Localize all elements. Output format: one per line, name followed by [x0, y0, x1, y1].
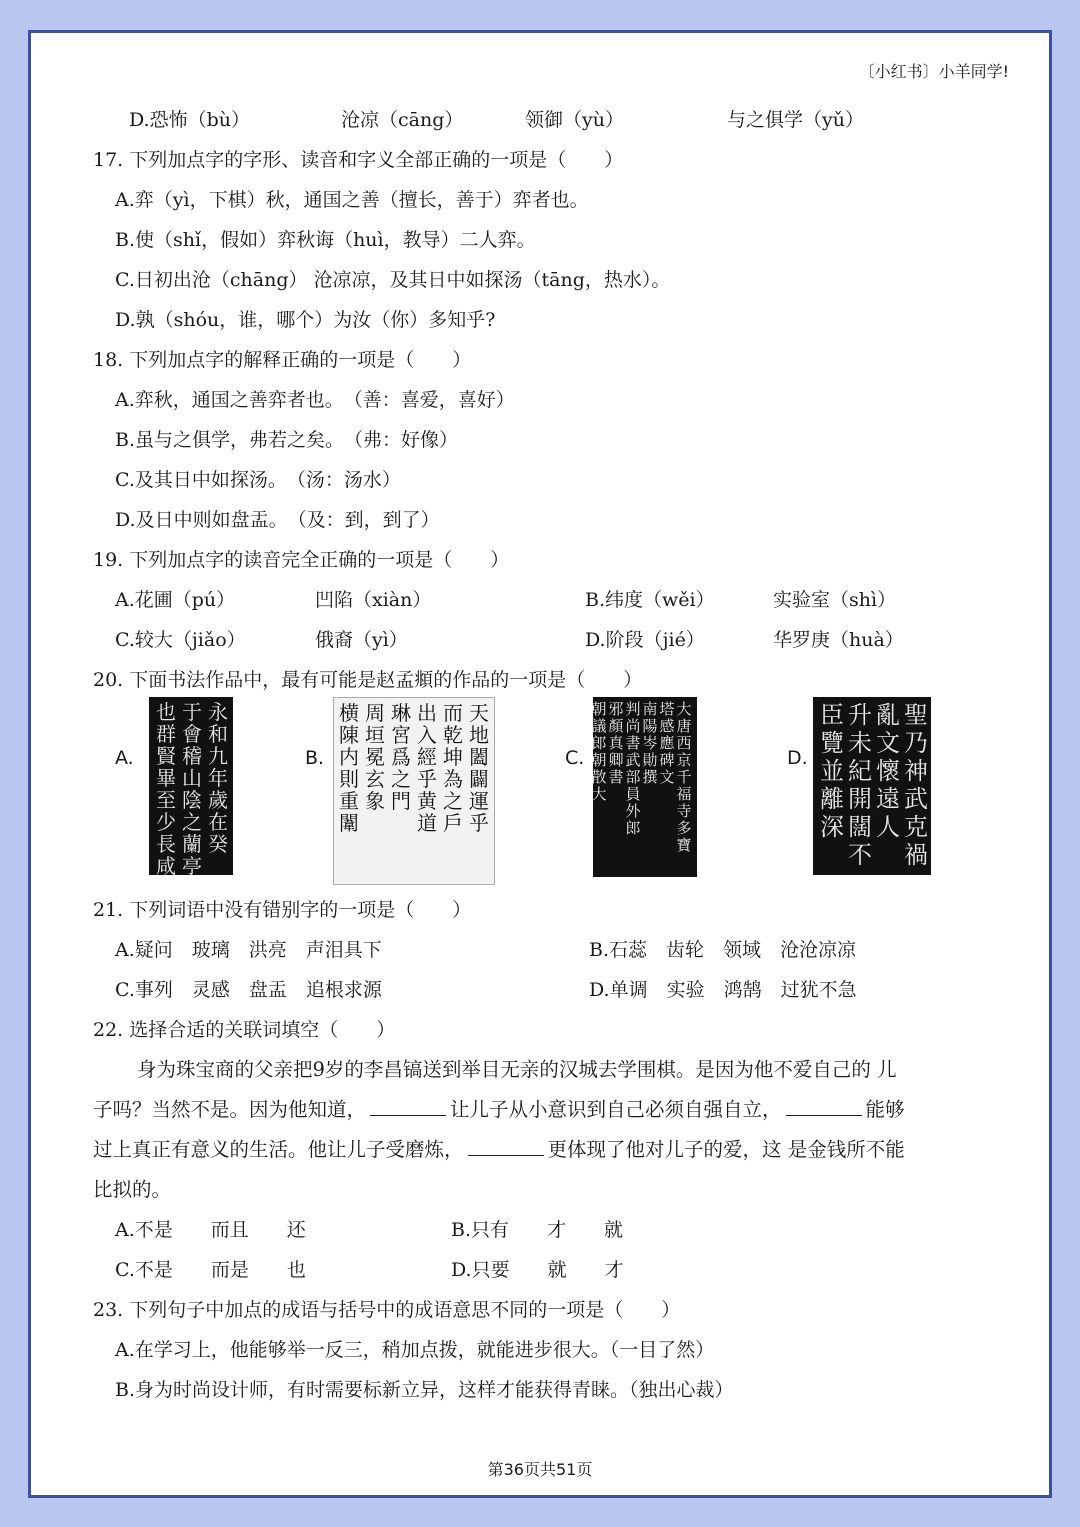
question-22: 22. 选择合适的关联词填空（ ）	[93, 1019, 396, 1041]
q22-passage-line-2: 子吗？当然不是。因为他知道， 让儿子从小意识到自己必须自强自立， 能够	[93, 1098, 905, 1121]
question-18: 18. 下列加点字的解释正确的一项是（ ）	[93, 349, 472, 371]
document-page	[28, 30, 1052, 1498]
q19-option-c-2: 俄裔（yì）	[315, 629, 408, 651]
q19-option-b-2: 实验室（shì）	[773, 589, 897, 611]
q16-option-d-2: 沧凉（cāng）	[341, 109, 464, 131]
q22-passage-line-4: 比拟的。	[93, 1178, 172, 1201]
blank-3	[468, 1137, 544, 1156]
q20-label-a: A.	[115, 747, 134, 769]
q19-option-b-1: B.纬度（wěi）	[585, 589, 715, 611]
q19-option-c-1: C.较大（jiǎo）	[115, 629, 246, 651]
question-19: 19. 下列加点字的读音完全正确的一项是（ ）	[93, 549, 510, 571]
calligraphy-image-b: 天地闔闢運乎 而乾坤為之戶 出入經乎黄道 琳宮爲之門 周垣冕玄象 横陳内則重闈	[333, 697, 495, 885]
q16-option-d-1: D.恐怖（bù）	[129, 109, 250, 131]
q22-passage-line-3: 过上真正有意义的生活。他让儿子受磨炼， 更体现了他对儿子的爱，这 是金钱所不能	[93, 1138, 905, 1161]
calligraphy-image-c: 大唐西京千福寺多寶 塔感應碑文 南陽岑勛撰 判尚書武部員外郎 邪顏真卿書 朝議郎朝散大	[593, 697, 697, 877]
q17-option-c: C.日初出沧（chāng） 沧凉凉，及其日中如探汤（tāng，热水）。	[115, 269, 671, 291]
q17-option-d: D.孰（shóu，谁，哪个）为汝（你）多知乎?	[115, 309, 496, 331]
q19-option-a-1: A.花圃（pú）	[115, 589, 236, 611]
q19-option-d-2: 华罗庚（huà）	[773, 629, 904, 651]
q23-option-a: A.在学习上，他能够举一反三，稍加点拨，就能进步很大。（一目了然）	[115, 1339, 715, 1361]
q17-option-b: B.使（shǐ，假如）弈秋诲（huì，教导）二人弈。	[115, 229, 536, 251]
q17-option-a: A.弈（yì，下棋）秋，通国之善（擅长，善于）弈者也。	[115, 189, 589, 211]
q22-option-d: D.只要 就 才	[451, 1259, 624, 1281]
blank-1	[370, 1097, 446, 1116]
q21-option-c: C.事列 灵感 盘盂 追根求源	[115, 979, 382, 1001]
question-23: 23. 下列句子中加点的成语与括号中的成语意思不同的一项是（ ）	[93, 1299, 681, 1321]
q20-label-c: C.	[565, 747, 585, 769]
q18-option-b: B.虽与之俱学，弗若之矣。 （弗：好像）	[115, 429, 459, 451]
calligraphy-image-a: 永和九年歲在癸 于會稽山陰之蘭亭 也群賢畢至少長咸	[149, 697, 233, 875]
q22-option-a: A.不是 而且 还	[115, 1219, 306, 1241]
q19-option-a-2: 凹陷（xiàn）	[315, 589, 432, 611]
q20-label-d: D.	[787, 747, 808, 769]
q21-option-d: D.单调 实验 鸿鹄 过犹不急	[589, 979, 857, 1001]
q21-option-a: A.疑问 玻璃 洪亮 声泪具下	[115, 939, 382, 961]
question-21: 21. 下列词语中没有错别字的一项是（ ）	[93, 899, 472, 921]
q21-option-b: B.石蕊 齿轮 领域 沧沧凉凉	[589, 939, 857, 961]
q18-option-a: A.弈秋，通国之善弈者也。 （善：喜爱，喜好）	[115, 389, 515, 411]
q20-label-b: B.	[305, 747, 325, 769]
blank-2	[786, 1097, 862, 1116]
q22-passage-line-1: 身为珠宝商的父亲把9岁的李昌镐送到举目无亲的汉城去学围棋。是因为他不爱自己的 儿	[137, 1058, 897, 1081]
q16-option-d-3: 领御（yù）	[525, 109, 624, 131]
q22-option-b: B.只有 才 就	[451, 1219, 624, 1241]
q19-option-d-1: D.阶段（jié）	[585, 629, 705, 651]
page-footer: 第36页共51页	[487, 1460, 593, 1479]
q23-option-b: B.身为时尚设计师，有时需要标新立异，这样才能获得青睐。（独出心裁）	[115, 1379, 734, 1401]
page-header: 〔小红书〕小羊同学!	[858, 62, 1009, 81]
calligraphy-image-d: 聖乃神武克禍 亂文懷遠人 升未紀開闊不 臣覽並離深	[813, 697, 931, 875]
question-20: 20. 下面书法作品中，最有可能是赵孟頫的作品的一项是（ ）	[93, 669, 643, 691]
question-17: 17. 下列加点字的字形、读音和字义全部正确的一项是（ ）	[93, 149, 624, 171]
q22-option-c: C.不是 而是 也	[115, 1259, 306, 1281]
q18-option-c: C.及其日中如探汤。 （汤：汤水）	[115, 469, 401, 491]
q18-option-d: D.及日中则如盘盂。 （及：到，到了）	[115, 509, 440, 531]
q16-option-d-4: 与之俱学（yǔ）	[727, 109, 864, 131]
